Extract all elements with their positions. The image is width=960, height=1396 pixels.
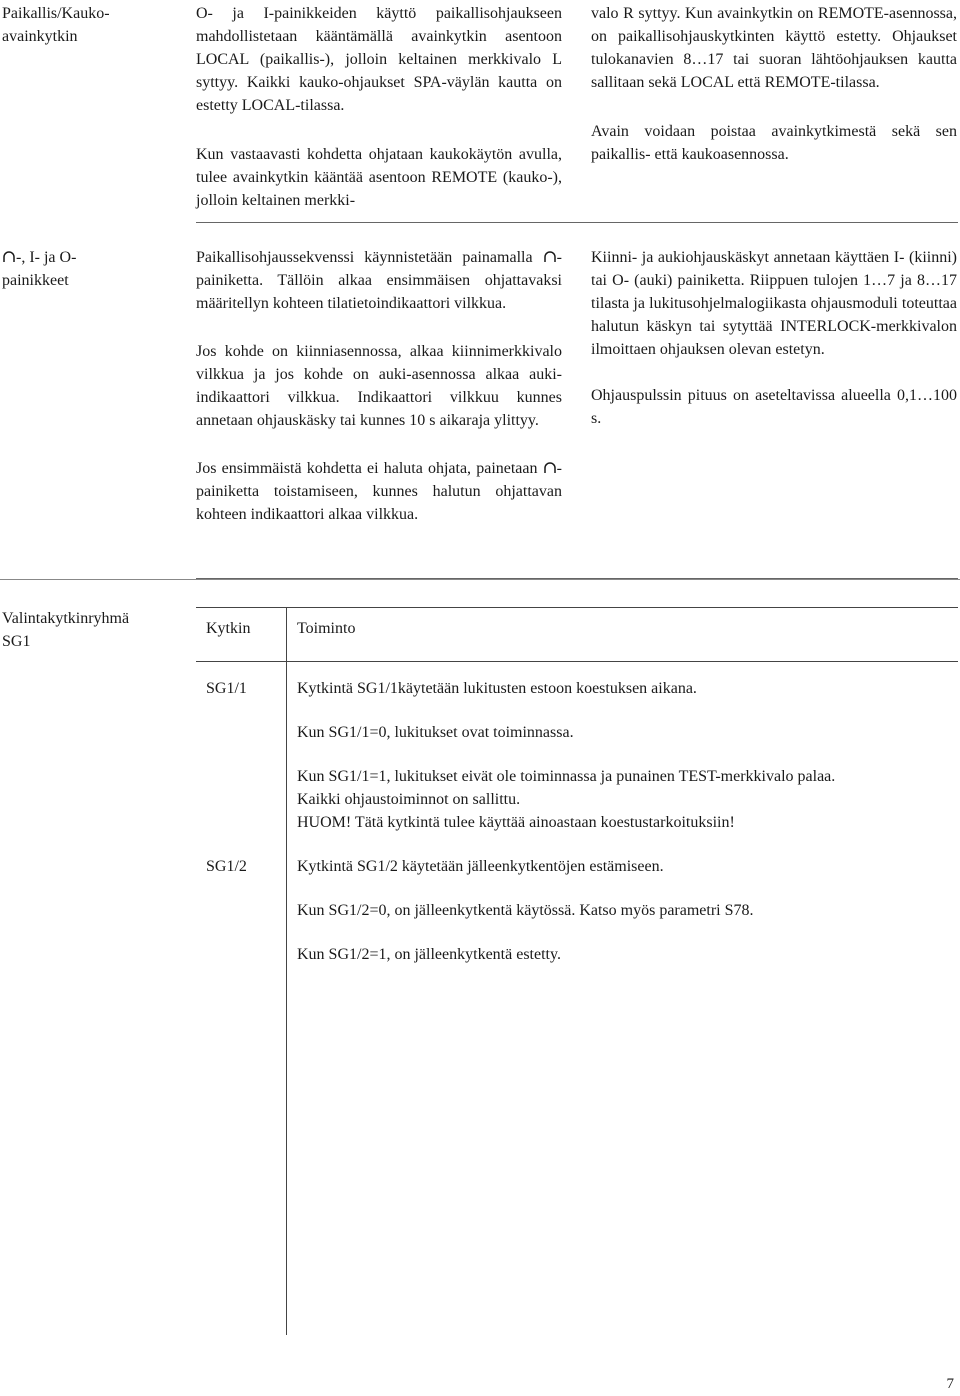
buttons-col2 (591, 246, 957, 449)
section-label-buttons-text: -, I- ja O-painikkeet (2, 249, 77, 289)
text-run: Paikallisohjaussekvenssi käynnistetään painamalla (196, 249, 543, 266)
paragraph: Ohjauspulssin pituus on aseteltavissa alueella 0,1…100 s. (591, 387, 957, 427)
section-label-switchgroup: Valintakytkinryhmä SG1 (2, 610, 130, 650)
key-switch-col1 (196, 2, 562, 231)
cap-intersection-icon (543, 250, 557, 263)
switchgroup-table (196, 607, 958, 1335)
function-line: Kaikki ohjaustoiminnot on sallittu. (297, 791, 521, 808)
paragraph (196, 457, 562, 526)
paragraph: Kun vastaavasti kohdetta ohjataan kaukokäytön avulla, tulee avainkytkin kääntää asentoon REMOTE (kauko-), jolloin keltainen merkki- (196, 146, 562, 209)
table-row (196, 855, 958, 1335)
function-line: Kun SG1/1=0, lukitukset ovat toiminnassa. (297, 724, 574, 741)
section-divider (196, 222, 958, 223)
table-row (196, 662, 958, 856)
function-line: Kytkintä SG1/1käytetään lukitusten estoon koestuksen aikana. (297, 680, 697, 697)
function-line: HUOM! Tätä kytkintä tulee käyttää ainoastaan koestustarkoituksiin! (297, 814, 735, 831)
section-label-key-switch: Paikallis/Kauko-avainkytkin (2, 5, 110, 45)
paragraph: Avain voidaan poistaa avainkytkimestä sekä sen paikallis- että kaukoasennossa. (591, 123, 957, 163)
function-line: Kytkintä SG1/2 käytetään jälleenkytkentöjen estämiseen. (297, 858, 664, 875)
function-line: Kun SG1/2=1, on jälleenkytkentä estetty. (297, 946, 561, 963)
page-divider (0, 579, 960, 580)
cap-intersection-icon (543, 461, 557, 474)
section-label-buttons (2, 246, 112, 292)
column-header-function: Toiminto (287, 608, 959, 662)
text-run: Jos ensimmäistä kohdetta ei haluta ohjata, painetaan (196, 460, 543, 477)
paragraph: Kiinni- ja aukiohjauskäskyt annetaan käyttäen I- (kiinni) tai O- (auki) painiketta. Riippuen tulojen 1…7 ja 8…17 tilasta ja lukitusohjelmalogiikasta ohjausmoduli toteuttaa halutun käskyn tai sytyttää INTERLOCK-merkkivalon ilmoittaen ohjauksen olevan estetyn. (591, 249, 957, 358)
paragraph (196, 246, 562, 315)
switch-cell: SG1/2 (196, 855, 287, 1335)
paragraph: Jos kohde on kiinniasennossa, alkaa kiinnimerkkivalo vilkkua ja jos kohde on auki-asennossa alkaa auki-indikaattori vilkkua. Indikaattori vilkkuu kunnes annetaan ohjauskäsky tai kunnes 10 s aikaraja ylittyy. (196, 343, 562, 429)
switch-cell: SG1/1 (196, 662, 287, 856)
text-run: -painiketta toistamiseen, kunnes halutun ohjattavan kohteen indikaattori alkaa vilkkua. (196, 460, 562, 523)
function-cell (287, 855, 959, 1335)
table-header-row (196, 608, 958, 662)
key-switch-col2 (591, 2, 957, 185)
page-number: 7 (946, 1376, 954, 1392)
function-line: Kun SG1/2=0, on jälleenkytkentä käytössä. Katso myös parametri S78. (297, 902, 754, 919)
text-run: -painiketta. Tällöin alkaa ensimmäisen ohjattavaksi määritellyn kohteen tilatietoindikaattori vilkkua. (196, 249, 562, 312)
paragraph: valo R syttyy. Kun avainkytkin on REMOTE-asennossa, on paikallisohjauskytkinten käyttö estetty. Ohjaukset tulokanavien 8…17 tai suoran lähtöohjauksen kautta sallitaan sekä LOCAL että REMOTE-tilassa. (591, 5, 957, 91)
paragraph: O- ja I-painikkeiden käyttö paikallisohjaukseen mahdollistetaan kääntämällä avainkytkin asentoon LOCAL (paikallis-), jolloin keltainen merkkivalo L syttyy. Kaikki kauko-ohjaukset SPA-väylän kautta on estetty LOCAL-tilassa. (196, 5, 562, 114)
function-cell (287, 662, 959, 856)
buttons-col1 (196, 246, 562, 545)
function-line: Kun SG1/1=1, lukitukset eivät ole toiminnassa ja punainen TEST-merkkivalo palaa. (297, 768, 836, 785)
column-header-switch: Kytkin (196, 608, 287, 662)
cap-intersection-icon (2, 250, 16, 263)
